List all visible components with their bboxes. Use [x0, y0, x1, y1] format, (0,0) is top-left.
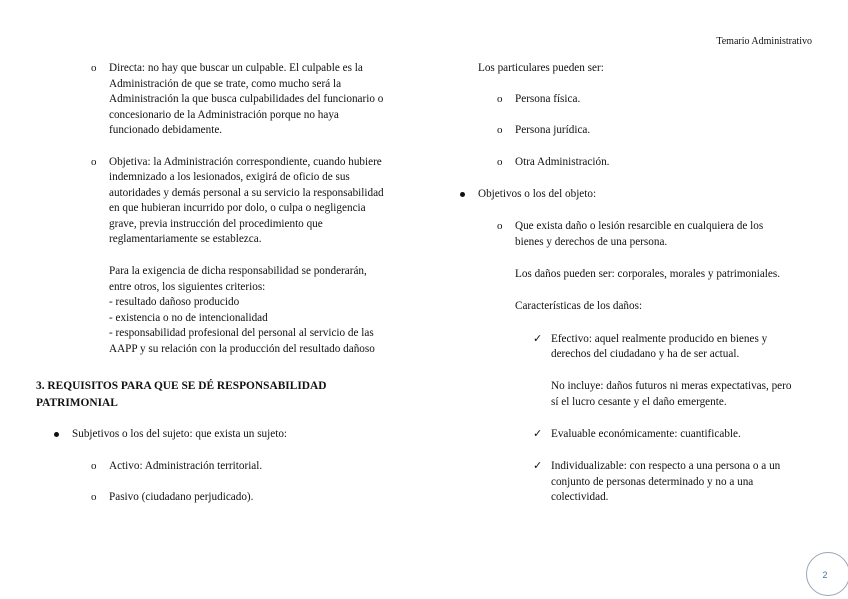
- circle-bullet-icon: o: [91, 156, 97, 168]
- no-incluye-line-1: No incluye: daños futuros ni meras expectativas, pero: [551, 380, 792, 392]
- criterios-line-1: Para la exigencia de dicha responsabilidad se ponderarán,: [109, 265, 367, 277]
- no-incluye-line-2: sí el lucro cesante y el daño emergente.: [551, 396, 727, 408]
- bullet-dot-icon: [460, 192, 465, 197]
- directa-line-3: Administración la que busca culpabilidades del funcionario o: [109, 93, 384, 105]
- circle-bullet-icon: o: [497, 156, 503, 168]
- circle-bullet-icon: o: [91, 491, 97, 503]
- circle-bullet-icon: o: [91, 460, 97, 472]
- objetiva-line-2: indemnizado a los lesionados, exigirá de oficio de sus: [109, 171, 350, 183]
- section-heading-line-2: PATRIMONIAL: [36, 397, 118, 409]
- individualizable-line-2: conjunto de personas determinado y no a una: [551, 476, 754, 488]
- objetiva-line-6: reglamentariamente se establezca.: [109, 233, 262, 245]
- tipos-danos-text: Los daños pueden ser: corporales, morales y patrimoniales.: [515, 268, 781, 280]
- circle-bullet-icon: o: [497, 93, 503, 105]
- circle-bullet-icon: o: [497, 124, 503, 136]
- circle-bullet-icon: o: [91, 62, 97, 74]
- evaluable-text: Evaluable económicamente: cuantificable.: [551, 428, 741, 440]
- objetiva-line-4: en que hubieran incurrido por dolo, o culpa o negligencia: [109, 202, 366, 214]
- section-heading-line-1: 3. REQUISITOS PARA QUE SE DÉ RESPONSABILIDAD: [36, 380, 327, 392]
- criterios-line-2: entre otros, los siguientes criterios:: [109, 281, 266, 293]
- objetiva-line-1: Objetiva: la Administración correspondiente, cuando hubiere: [109, 156, 382, 168]
- persona-fisica-text: Persona física.: [515, 93, 581, 105]
- efectivo-line-1: Efectivo: aquel realmente producido en bienes y: [551, 333, 768, 345]
- criterios-line-5: - responsabilidad profesional del personal al servicio de las: [109, 327, 374, 339]
- criterios-line-4: - existencia o no de intencionalidad: [109, 312, 268, 324]
- running-header: Temario Administrativo: [716, 36, 812, 47]
- efectivo-line-2: derechos del ciudadano y ha de ser actual.: [551, 348, 740, 360]
- activo-text: Activo: Administración territorial.: [109, 460, 263, 472]
- directa-line-5: funcionado debidamente.: [109, 124, 223, 136]
- caracteristicas-text: Características de los daños:: [515, 300, 643, 312]
- circle-bullet-icon: o: [497, 220, 503, 232]
- criterios-line-6: AAPP y su relación con la producción del resultado dañoso: [109, 343, 375, 355]
- subjetivos-text: Subjetivos o los del sujeto: que exista un sujeto:: [72, 428, 288, 440]
- directa-line-2: Administración de que se trate, como mucho será la: [109, 78, 342, 90]
- bullet-dot-icon: [54, 432, 59, 437]
- individualizable-line-3: colectividad.: [551, 491, 609, 503]
- particulares-text: Los particulares pueden ser:: [478, 62, 604, 74]
- checkmark-icon: ✓: [533, 333, 543, 345]
- directa-line-4: concesionario de la Administración porque no haya: [109, 109, 339, 121]
- pasivo-text: Pasivo (ciudadano perjudicado).: [109, 491, 254, 503]
- dano-line-1: Que exista daño o lesión resarcible en cualquiera de los: [515, 220, 764, 232]
- page-number: 2: [806, 552, 848, 596]
- directa-line-1: Directa: no hay que buscar un culpable. El culpable es la: [109, 62, 363, 74]
- checkmark-icon: ✓: [533, 460, 543, 472]
- objetiva-line-3: autoridades y demás personal a su servicio la responsabilidad: [109, 187, 384, 199]
- individualizable-line-1: Individualizable: con respecto a una persona o a un: [551, 460, 781, 472]
- objetiva-line-5: grave, previa instrucción del procedimiento que: [109, 218, 323, 230]
- objetivos-text: Objetivos o los del objeto:: [478, 188, 597, 200]
- otra-administracion-text: Otra Administración.: [515, 156, 610, 168]
- criterios-line-3: - resultado dañoso producido: [109, 296, 240, 308]
- persona-juridica-text: Persona jurídica.: [515, 124, 591, 136]
- dano-line-2: bienes y derechos de una persona.: [515, 236, 668, 248]
- checkmark-icon: ✓: [533, 428, 543, 440]
